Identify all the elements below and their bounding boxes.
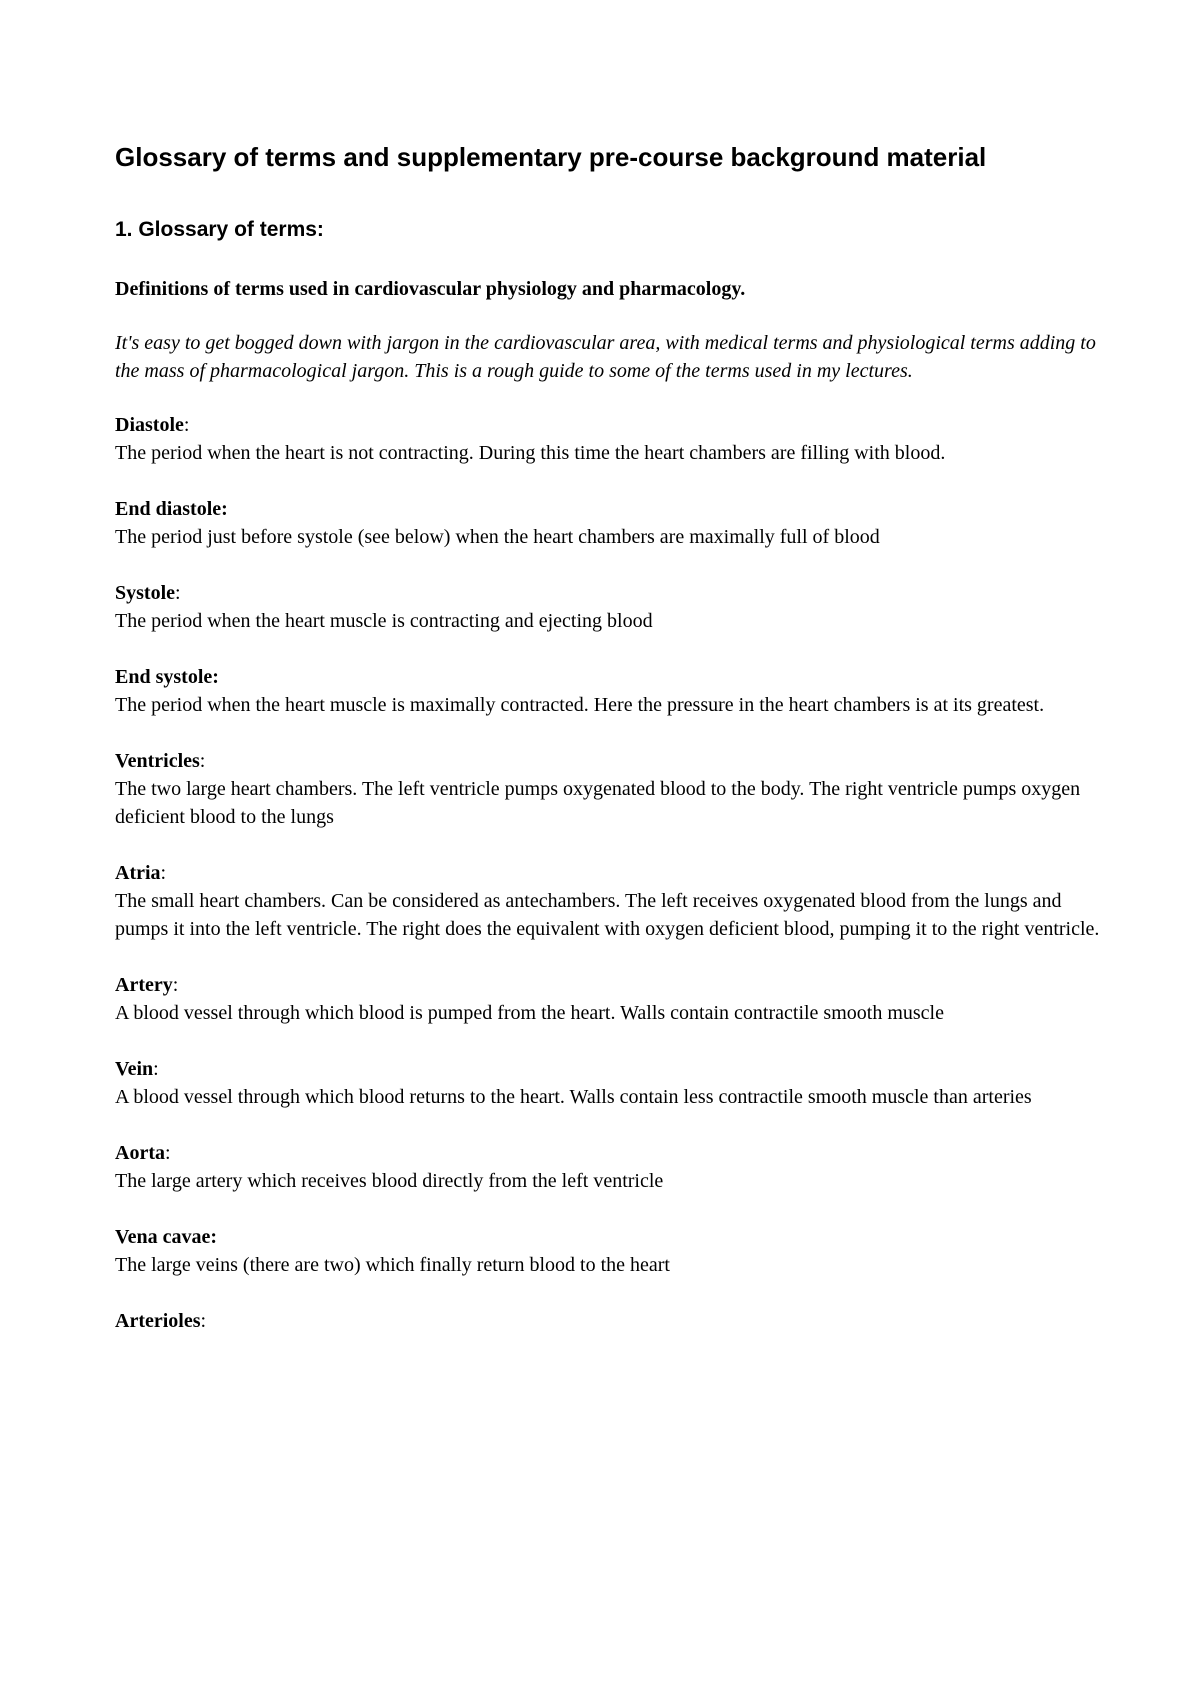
term-colon: : bbox=[160, 862, 167, 884]
term-line bbox=[115, 495, 1105, 523]
term-line bbox=[115, 859, 1105, 887]
glossary-entry bbox=[115, 411, 1105, 467]
glossary-term: Vena cavae: bbox=[115, 1226, 218, 1248]
glossary-entry bbox=[115, 859, 1105, 943]
document-content bbox=[115, 140, 1105, 1363]
glossary-entry bbox=[115, 1307, 1105, 1335]
term-colon: : bbox=[183, 414, 190, 436]
section-heading: 1. Glossary of terms: bbox=[115, 218, 324, 241]
glossary-definition: A blood vessel through which blood is pumped from the heart. Walls contain contractile smooth muscle bbox=[115, 1002, 944, 1024]
glossary-definition: The period when the heart muscle is contracting and ejecting blood bbox=[115, 610, 653, 632]
term-line bbox=[115, 579, 1105, 607]
intro-paragraph: It's easy to get bogged down with jargon in the cardiovascular area, with medical terms and physiological terms adding to the mass of pharmacological jargon. This is a rough guide to some of the terms used in my lectures. bbox=[115, 332, 1096, 382]
term-colon: : bbox=[199, 750, 206, 772]
term-line bbox=[115, 1139, 1105, 1167]
glossary-term: Diastole bbox=[115, 414, 184, 436]
glossary-definition: The large veins (there are two) which finally return blood to the heart bbox=[115, 1254, 670, 1276]
glossary-definition: The small heart chambers. Can be considered as antechambers. The left receives oxygenated blood from the lungs and pumps it into the left ventricle. The right does the equivalent with oxygen deficient blood, pumping it to the right ventricle. bbox=[115, 890, 1100, 940]
glossary-term: Vein bbox=[115, 1058, 154, 1080]
glossary-term: Ventricles bbox=[115, 750, 200, 772]
glossary-term: Arterioles bbox=[115, 1310, 201, 1332]
glossary-entry bbox=[115, 495, 1105, 551]
term-colon: : bbox=[172, 974, 179, 996]
glossary-entry bbox=[115, 1223, 1105, 1279]
term-line bbox=[115, 1307, 1105, 1335]
term-colon: : bbox=[164, 1142, 171, 1164]
glossary-entry bbox=[115, 747, 1105, 831]
term-line bbox=[115, 663, 1105, 691]
glossary-term: Artery bbox=[115, 974, 173, 996]
glossary-term: Systole bbox=[115, 582, 175, 604]
definitions-subheading: Definitions of terms used in cardiovascular physiology and pharmacology. bbox=[115, 278, 746, 300]
glossary-entry bbox=[115, 579, 1105, 635]
glossary-definition: The period when the heart muscle is maximally contracted. Here the pressure in the heart chambers is at its greatest. bbox=[115, 694, 1045, 716]
glossary-definition: The two large heart chambers. The left ventricle pumps oxygenated blood to the body. The right ventricle pumps oxygen deficient blood to the lungs bbox=[115, 778, 1081, 828]
glossary-list bbox=[115, 411, 1105, 1335]
term-colon: : bbox=[175, 582, 181, 604]
document-title: Glossary of terms and supplementary pre-course background material bbox=[115, 142, 987, 172]
term-line bbox=[115, 1223, 1105, 1251]
glossary-definition: The period just before systole (see below) when the heart chambers are maximally full of blood bbox=[115, 526, 880, 548]
glossary-term: End diastole: bbox=[115, 498, 228, 520]
glossary-entry bbox=[115, 1139, 1105, 1195]
term-line bbox=[115, 971, 1105, 999]
glossary-definition: The period when the heart is not contracting. During this time the heart chambers are filling with blood. bbox=[115, 442, 946, 464]
glossary-entry bbox=[115, 1055, 1105, 1111]
glossary-term: Aorta bbox=[115, 1142, 165, 1164]
term-colon: : bbox=[153, 1058, 159, 1080]
glossary-entry bbox=[115, 663, 1105, 719]
term-colon: : bbox=[200, 1310, 207, 1332]
term-line bbox=[115, 411, 1105, 439]
term-line bbox=[115, 1055, 1105, 1083]
glossary-term: Atria bbox=[115, 862, 161, 884]
glossary-definition: The large artery which receives blood directly from the left ventricle bbox=[115, 1170, 664, 1192]
glossary-term: End systole: bbox=[115, 666, 219, 688]
term-line bbox=[115, 747, 1105, 775]
glossary-entry bbox=[115, 971, 1105, 1027]
glossary-definition: A blood vessel through which blood returns to the heart. Walls contain less contractile smooth muscle than arteries bbox=[115, 1086, 1032, 1108]
